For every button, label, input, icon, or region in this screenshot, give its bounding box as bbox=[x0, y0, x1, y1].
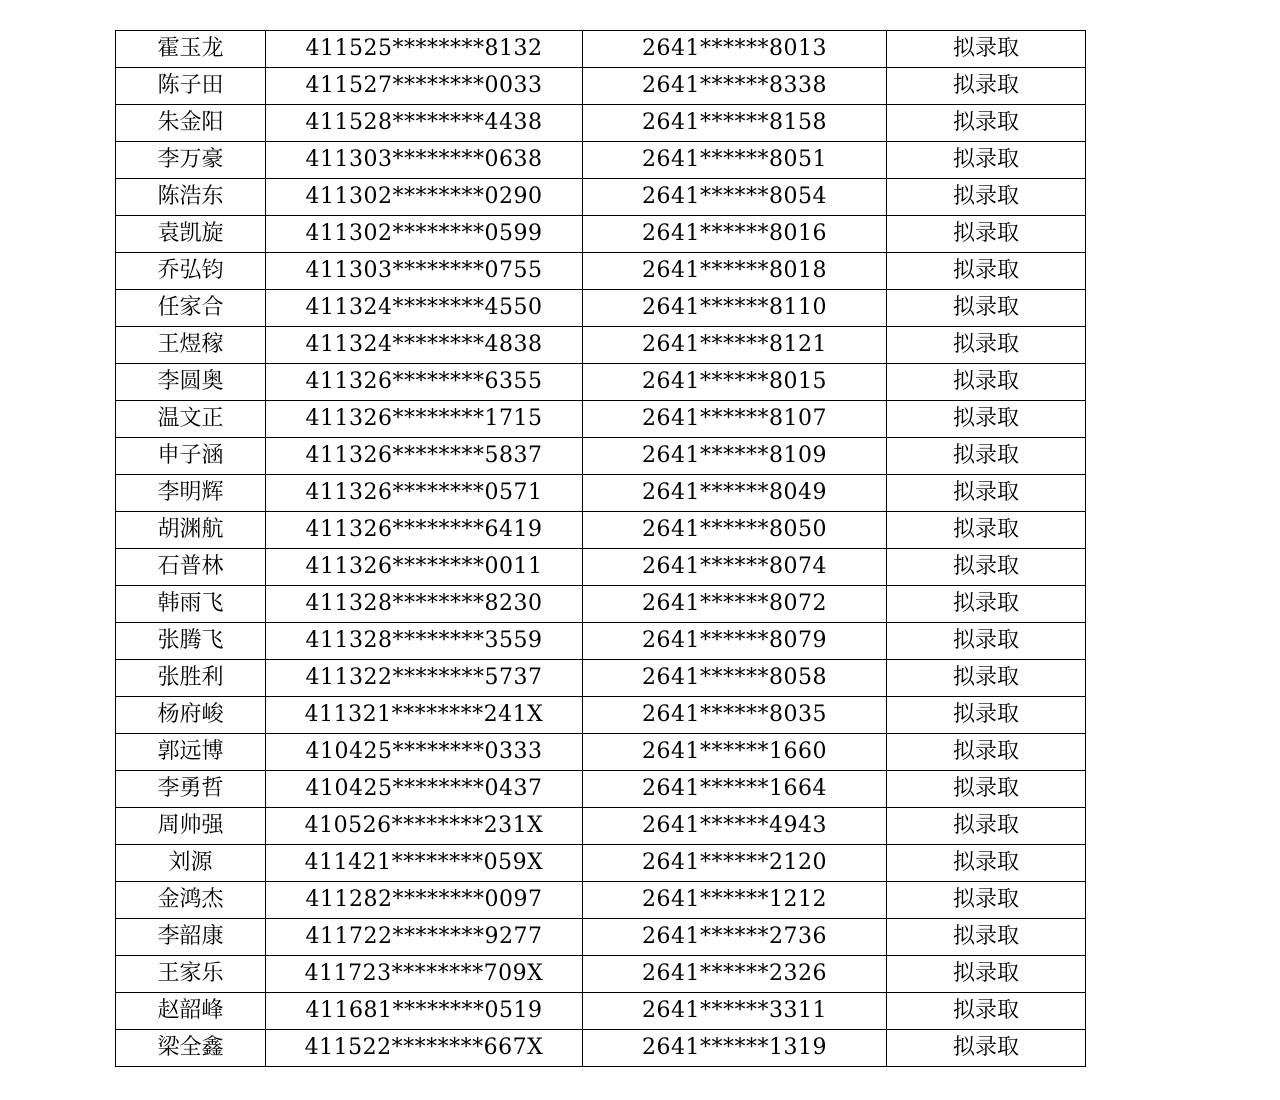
candidate-name-cell: 李圆奥 bbox=[116, 364, 266, 401]
exam-number-cell: 2641******8051 bbox=[583, 142, 887, 179]
id-number-cell: 411723********709X bbox=[266, 956, 583, 993]
admission-status-cell: 拟录取 bbox=[887, 808, 1086, 845]
candidate-name-cell: 陈浩东 bbox=[116, 179, 266, 216]
exam-number-cell: 2641******8110 bbox=[583, 290, 887, 327]
id-number-cell: 411326********0011 bbox=[266, 549, 583, 586]
admission-status-cell: 拟录取 bbox=[887, 734, 1086, 771]
table-row bbox=[116, 512, 1086, 549]
id-number-cell: 411328********8230 bbox=[266, 586, 583, 623]
candidate-name-cell: 霍玉龙 bbox=[116, 31, 266, 68]
id-number-cell: 411527********0033 bbox=[266, 68, 583, 105]
exam-number-cell: 2641******8018 bbox=[583, 253, 887, 290]
candidate-name-cell: 杨府峻 bbox=[116, 697, 266, 734]
table-row bbox=[116, 31, 1086, 68]
table-row bbox=[116, 1030, 1086, 1067]
id-number-cell: 411326********0571 bbox=[266, 475, 583, 512]
admission-status-cell: 拟录取 bbox=[887, 882, 1086, 919]
id-number-cell: 411322********5737 bbox=[266, 660, 583, 697]
candidate-name-cell: 王煜稼 bbox=[116, 327, 266, 364]
table-row bbox=[116, 216, 1086, 253]
table-row bbox=[116, 68, 1086, 105]
table-row bbox=[116, 290, 1086, 327]
table-row bbox=[116, 475, 1086, 512]
exam-number-cell: 2641******8338 bbox=[583, 68, 887, 105]
admission-status-cell: 拟录取 bbox=[887, 919, 1086, 956]
table-row bbox=[116, 549, 1086, 586]
table-row bbox=[116, 919, 1086, 956]
admission-status-cell: 拟录取 bbox=[887, 31, 1086, 68]
candidate-name-cell: 周帅强 bbox=[116, 808, 266, 845]
table-row bbox=[116, 586, 1086, 623]
exam-number-cell: 2641******8107 bbox=[583, 401, 887, 438]
id-number-cell: 411525********8132 bbox=[266, 31, 583, 68]
table-row bbox=[116, 956, 1086, 993]
id-number-cell: 411321********241X bbox=[266, 697, 583, 734]
id-number-cell: 411326********6419 bbox=[266, 512, 583, 549]
candidate-name-cell: 张腾飞 bbox=[116, 623, 266, 660]
admission-status-cell: 拟录取 bbox=[887, 549, 1086, 586]
exam-number-cell: 2641******8035 bbox=[583, 697, 887, 734]
exam-number-cell: 2641******8016 bbox=[583, 216, 887, 253]
exam-number-cell: 2641******8072 bbox=[583, 586, 887, 623]
candidate-name-cell: 任家合 bbox=[116, 290, 266, 327]
exam-number-cell: 2641******1664 bbox=[583, 771, 887, 808]
id-number-cell: 411302********0599 bbox=[266, 216, 583, 253]
table-row bbox=[116, 401, 1086, 438]
admission-status-cell: 拟录取 bbox=[887, 771, 1086, 808]
admission-status-cell: 拟录取 bbox=[887, 993, 1086, 1030]
candidate-name-cell: 申子涵 bbox=[116, 438, 266, 475]
table-row bbox=[116, 734, 1086, 771]
id-number-cell: 411326********5837 bbox=[266, 438, 583, 475]
id-number-cell: 411282********0097 bbox=[266, 882, 583, 919]
table-row bbox=[116, 105, 1086, 142]
admission-status-cell: 拟录取 bbox=[887, 142, 1086, 179]
admission-status-cell: 拟录取 bbox=[887, 327, 1086, 364]
id-number-cell: 410526********231X bbox=[266, 808, 583, 845]
id-number-cell: 411324********4838 bbox=[266, 327, 583, 364]
admission-status-cell: 拟录取 bbox=[887, 623, 1086, 660]
candidate-name-cell: 陈子田 bbox=[116, 68, 266, 105]
admission-status-cell: 拟录取 bbox=[887, 845, 1086, 882]
candidate-name-cell: 李明辉 bbox=[116, 475, 266, 512]
admission-table bbox=[115, 30, 1086, 1067]
exam-number-cell: 2641******8015 bbox=[583, 364, 887, 401]
exam-number-cell: 2641******8050 bbox=[583, 512, 887, 549]
exam-number-cell: 2641******1319 bbox=[583, 1030, 887, 1067]
exam-number-cell: 2641******8049 bbox=[583, 475, 887, 512]
exam-number-cell: 2641******8121 bbox=[583, 327, 887, 364]
admission-status-cell: 拟录取 bbox=[887, 586, 1086, 623]
id-number-cell: 411421********059X bbox=[266, 845, 583, 882]
admission-status-cell: 拟录取 bbox=[887, 364, 1086, 401]
candidate-name-cell: 李韶康 bbox=[116, 919, 266, 956]
candidate-name-cell: 乔弘钧 bbox=[116, 253, 266, 290]
candidate-name-cell: 李勇哲 bbox=[116, 771, 266, 808]
id-number-cell: 411681********0519 bbox=[266, 993, 583, 1030]
candidate-name-cell: 金鸿杰 bbox=[116, 882, 266, 919]
table-row bbox=[116, 364, 1086, 401]
id-number-cell: 410425********0437 bbox=[266, 771, 583, 808]
admission-status-cell: 拟录取 bbox=[887, 512, 1086, 549]
exam-number-cell: 2641******8054 bbox=[583, 179, 887, 216]
id-number-cell: 411528********4438 bbox=[266, 105, 583, 142]
id-number-cell: 411303********0755 bbox=[266, 253, 583, 290]
id-number-cell: 411303********0638 bbox=[266, 142, 583, 179]
admission-status-cell: 拟录取 bbox=[887, 956, 1086, 993]
admission-status-cell: 拟录取 bbox=[887, 216, 1086, 253]
table-row bbox=[116, 771, 1086, 808]
exam-number-cell: 2641******8109 bbox=[583, 438, 887, 475]
candidate-name-cell: 赵韶峰 bbox=[116, 993, 266, 1030]
admission-status-cell: 拟录取 bbox=[887, 438, 1086, 475]
candidate-name-cell: 郭远博 bbox=[116, 734, 266, 771]
exam-number-cell: 2641******8058 bbox=[583, 660, 887, 697]
admission-status-cell: 拟录取 bbox=[887, 1030, 1086, 1067]
table-row bbox=[116, 660, 1086, 697]
exam-number-cell: 2641******3311 bbox=[583, 993, 887, 1030]
id-number-cell: 411302********0290 bbox=[266, 179, 583, 216]
candidate-name-cell: 胡渊航 bbox=[116, 512, 266, 549]
exam-number-cell: 2641******4943 bbox=[583, 808, 887, 845]
exam-number-cell: 2641******8079 bbox=[583, 623, 887, 660]
table-row bbox=[116, 882, 1086, 919]
candidate-name-cell: 袁凯旋 bbox=[116, 216, 266, 253]
admission-status-cell: 拟录取 bbox=[887, 290, 1086, 327]
candidate-name-cell: 韩雨飞 bbox=[116, 586, 266, 623]
table-row bbox=[116, 623, 1086, 660]
id-number-cell: 411326********1715 bbox=[266, 401, 583, 438]
exam-number-cell: 2641******8074 bbox=[583, 549, 887, 586]
exam-number-cell: 2641******1212 bbox=[583, 882, 887, 919]
admission-status-cell: 拟录取 bbox=[887, 401, 1086, 438]
admission-status-cell: 拟录取 bbox=[887, 179, 1086, 216]
exam-number-cell: 2641******2120 bbox=[583, 845, 887, 882]
table-row bbox=[116, 179, 1086, 216]
admission-status-cell: 拟录取 bbox=[887, 253, 1086, 290]
table-row bbox=[116, 142, 1086, 179]
id-number-cell: 410425********0333 bbox=[266, 734, 583, 771]
admission-status-cell: 拟录取 bbox=[887, 105, 1086, 142]
admission-status-cell: 拟录取 bbox=[887, 697, 1086, 734]
id-number-cell: 411324********4550 bbox=[266, 290, 583, 327]
table-row bbox=[116, 438, 1086, 475]
table-row bbox=[116, 253, 1086, 290]
id-number-cell: 411328********3559 bbox=[266, 623, 583, 660]
candidate-name-cell: 王家乐 bbox=[116, 956, 266, 993]
candidate-name-cell: 张胜利 bbox=[116, 660, 266, 697]
id-number-cell: 411522********667X bbox=[266, 1030, 583, 1067]
candidate-name-cell: 石普林 bbox=[116, 549, 266, 586]
table-row bbox=[116, 327, 1086, 364]
table-row bbox=[116, 845, 1086, 882]
id-number-cell: 411326********6355 bbox=[266, 364, 583, 401]
candidate-name-cell: 李万豪 bbox=[116, 142, 266, 179]
admission-status-cell: 拟录取 bbox=[887, 660, 1086, 697]
candidate-name-cell: 刘源 bbox=[116, 845, 266, 882]
exam-number-cell: 2641******2326 bbox=[583, 956, 887, 993]
admission-status-cell: 拟录取 bbox=[887, 68, 1086, 105]
exam-number-cell: 2641******8158 bbox=[583, 105, 887, 142]
exam-number-cell: 2641******8013 bbox=[583, 31, 887, 68]
id-number-cell: 411722********9277 bbox=[266, 919, 583, 956]
table-body bbox=[116, 31, 1086, 1067]
candidate-name-cell: 朱金阳 bbox=[116, 105, 266, 142]
table-row bbox=[116, 993, 1086, 1030]
admission-status-cell: 拟录取 bbox=[887, 475, 1086, 512]
candidate-name-cell: 梁全鑫 bbox=[116, 1030, 266, 1067]
table-row bbox=[116, 697, 1086, 734]
candidate-name-cell: 温文正 bbox=[116, 401, 266, 438]
exam-number-cell: 2641******2736 bbox=[583, 919, 887, 956]
table-row bbox=[116, 808, 1086, 845]
exam-number-cell: 2641******1660 bbox=[583, 734, 887, 771]
